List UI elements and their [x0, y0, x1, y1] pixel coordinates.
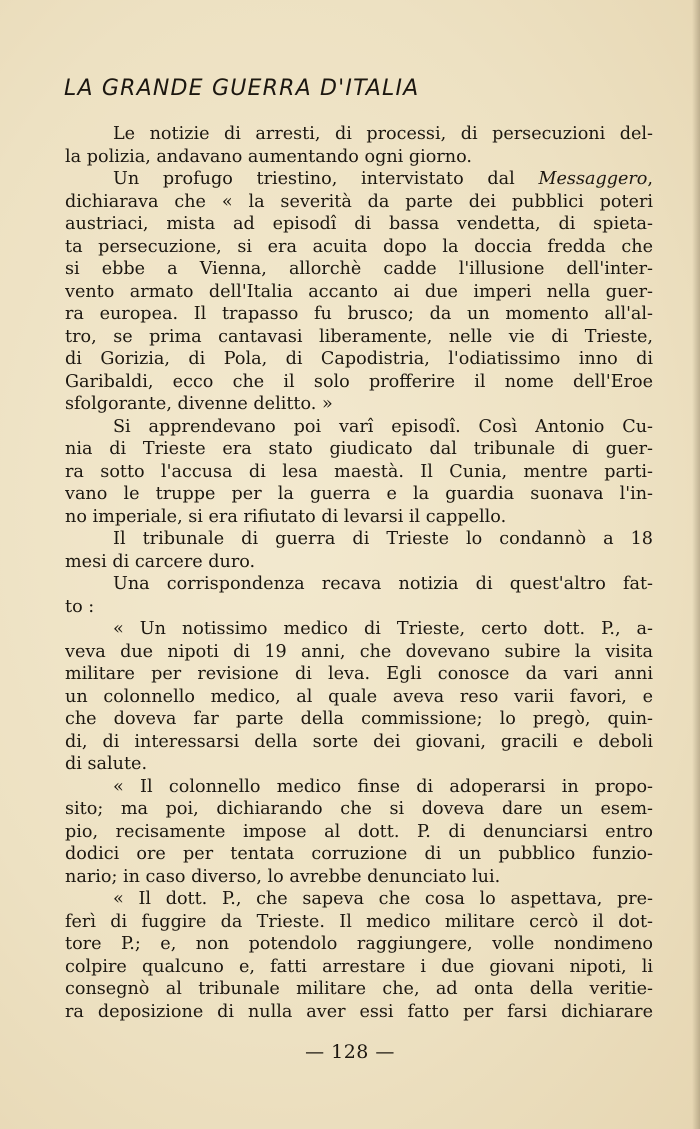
text-line: Le notizie di arresti, di processi, di persecuzioni del- [113, 124, 653, 144]
text-line: nia di Trieste era stato giudicato dal tribunale di guer- [65, 439, 653, 459]
text-line: « Il colonnello medico finse di adoperarsi in propo- [113, 776, 653, 797]
text-line: militare per revisione di leva. Egli conosce da vari anni [65, 664, 653, 684]
text-line: nario; in caso diverso, lo avrebbe denunciato lui. [65, 866, 501, 887]
text-line: « Un notissimo medico di Trieste, certo dott. P., a- [113, 619, 653, 639]
text-line: sito; ma poi, dichiarando che si doveva dare un esem- [65, 799, 653, 819]
text-line: la polizia, andavano aumentando ogni giorno. [65, 146, 472, 167]
text-line: pio, recisamente impose al dott. P. di denunciarsi entro [65, 821, 653, 842]
text-line: ra deposizione di nulla aver essi fatto per farsi dichiarare [65, 1001, 653, 1022]
text-line: ra europea. Il trapasso fu brusco; da un momento all'al- [65, 304, 653, 324]
text-line: consegnò al tribunale militare che, ad onta della veritie- [65, 979, 653, 999]
text-line: Garibaldi, ecco che il solo profferire il nome dell'Eroe [65, 371, 653, 392]
text-line: vento armato dell'Italia accanto ai due imperi nella guer- [65, 281, 653, 302]
text-line: ta persecuzione, si era acuita dopo la doccia fredda che [65, 236, 653, 257]
text-line: un colonnello medico, al quale aveva reso varii favori, e [65, 686, 653, 707]
text-line: ferì di fuggire da Trieste. Il medico militare cercò il dot- [65, 911, 653, 932]
text-line: austriaci, mista ad episodî di bassa vendetta, di spieta- [65, 214, 653, 234]
text-line: si ebbe a Vienna, allorchè cadde l'illusione dell'inter- [65, 259, 653, 279]
text-line: Il tribunale di guerra di Trieste lo condannò a 18 [113, 529, 653, 549]
text-line: Un profugo triestino, intervistato dal Messaggero, [113, 169, 653, 189]
text-line: « Il dott. P., che sapeva che cosa lo aspettava, pre- [113, 889, 653, 909]
text-line: ra sotto l'accusa di lesa maestà. Il Cunia, mentre parti- [65, 461, 653, 482]
text-line: tore P.; e, non potendolo raggiungere, volle nondimeno [65, 934, 653, 954]
text-line: di Gorizia, di Pola, di Capodistria, l'odiatissimo inno di [65, 349, 653, 369]
text-line: veva due nipoti di 19 anni, che dovevano subire la visita [65, 641, 653, 662]
text-line: to : [65, 596, 95, 617]
text-line: no imperiale, si era rifiutato di levarsi il cappello. [65, 506, 507, 527]
body-text [65, 123, 653, 1023]
text-line: colpire qualcuno e, fatti arrestare i due giovani nipoti, li [65, 956, 653, 977]
text-line: dodici ore per tentata corruzione di un pubblico funzio- [65, 844, 653, 864]
text-line: vano le truppe per la guerra e la guardia suonava l'in- [65, 484, 653, 504]
text-line: Si apprendevano poi varî episodî. Così Antonio Cu- [113, 416, 653, 437]
newspaper-title: Messaggero [538, 169, 648, 189]
text-line: tro, se prima cantavasi liberamente, nelle vie di Trieste, [65, 326, 653, 347]
page-number: — 128 — [305, 1041, 395, 1063]
text-line: di salute. [65, 754, 148, 774]
text-line: sfolgorante, divenne delitto. » [65, 394, 333, 414]
text-line: Una corrispondenza recava notizia di quest'altro fat- [113, 574, 653, 594]
text-line: che doveva far parte della commissione; lo pregò, quin- [65, 709, 653, 729]
text-line: dichiarava che « la severità da parte dei pubblici poteri [65, 191, 653, 212]
page-edge-shadow [692, 0, 700, 1129]
text-line: di, di interessarsi della sorte dei giovani, gracili e deboli [65, 731, 653, 752]
text-line: mesi di carcere duro. [65, 551, 256, 572]
running-head: LA GRANDE GUERRA D'ITALIA [64, 76, 420, 101]
